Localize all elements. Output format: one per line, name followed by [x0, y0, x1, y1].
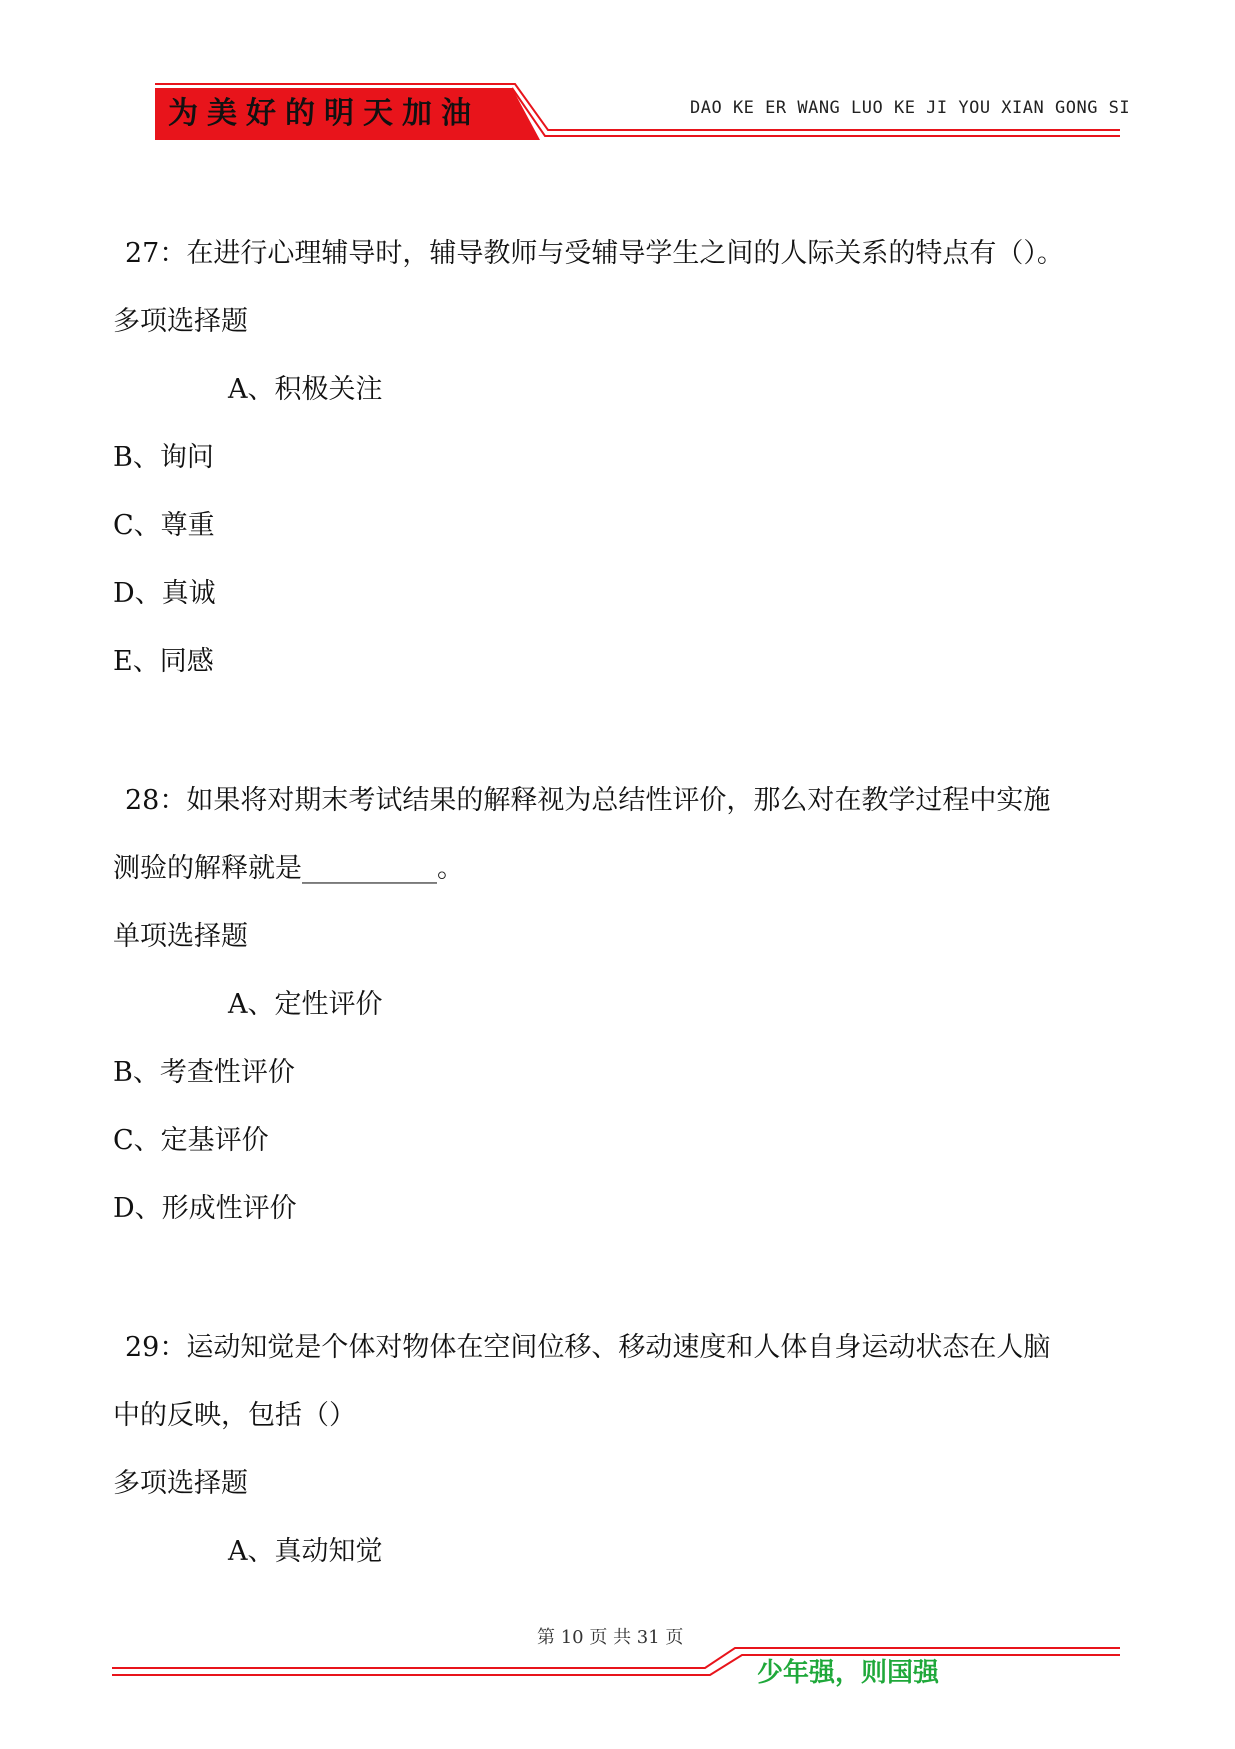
question-27-option-b: B、询问 — [113, 442, 214, 473]
question-28-text-line1: 28：如果将对期末考试结果的解释视为总结性评价，那么对在教学过程中实施 — [125, 785, 1051, 816]
question-29-type: 多项选择题 — [113, 1468, 248, 1499]
question-27-option-c: C、尊重 — [113, 510, 215, 541]
question-29-text-line1: 29：运动知觉是个体对物体在空间位移、移动速度和人体自身运动状态在人脑 — [125, 1332, 1051, 1363]
question-28-option-c: C、定基评价 — [113, 1125, 269, 1156]
page-number: 第 10 页 共 31 页 — [537, 1627, 684, 1648]
question-27-option-a: A、积极关注 — [228, 374, 383, 405]
header-slogan: 为美好的明天加油 — [168, 96, 480, 131]
footer-slogan: 少年强，则国强 — [757, 1658, 940, 1688]
question-27-option-d: D、真诚 — [113, 578, 216, 609]
question-28-type: 单项选择题 — [113, 921, 248, 952]
question-29-text-line2: 中的反映，包括（） — [113, 1400, 356, 1431]
question-28-option-b: B、考查性评价 — [113, 1057, 295, 1088]
question-27-option-e: E、同感 — [113, 646, 214, 677]
question-28-option-a: A、定性评价 — [228, 989, 383, 1020]
question-27-text: 27：在进行心理辅导时，辅导教师与受辅导学生之间的人际关系的特点有（）。 — [125, 238, 1064, 269]
question-29-option-a: A、真动知觉 — [228, 1536, 383, 1567]
header-decoration — [0, 0, 1235, 160]
question-28-option-d: D、形成性评价 — [113, 1193, 297, 1224]
question-28-text-line2: 测验的解释就是__________。 — [113, 853, 464, 884]
company-name: DAO KE ER WANG LUO KE JI YOU XIAN GONG SI — [690, 98, 1131, 118]
question-27-type: 多项选择题 — [113, 306, 248, 337]
